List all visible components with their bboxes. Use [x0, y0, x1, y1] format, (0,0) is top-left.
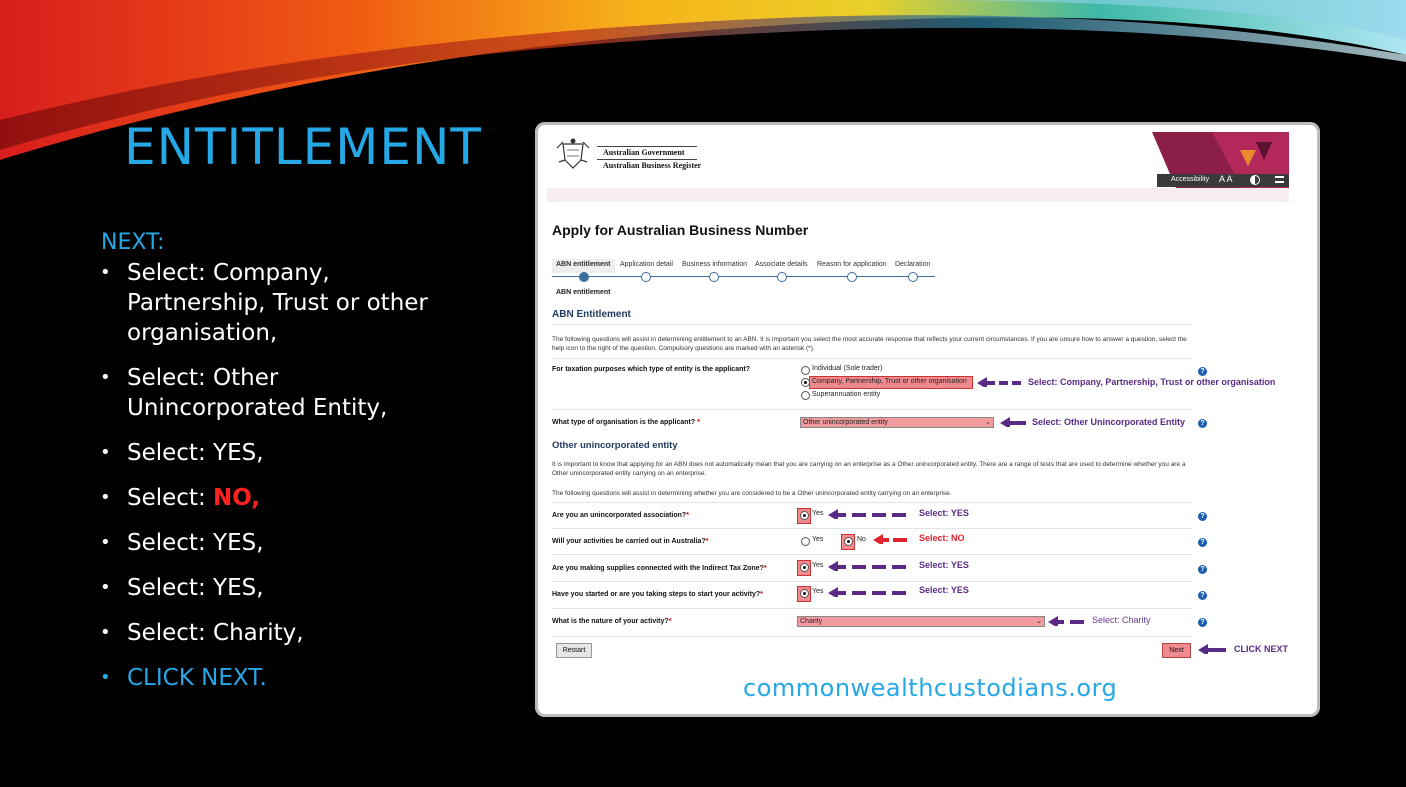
coat-of-arms-icon [555, 138, 591, 170]
site-header [547, 132, 1289, 202]
annotation-no: Select: NO [919, 533, 965, 543]
bullet-icon: • [100, 442, 111, 463]
question-indirect-tax: Are you making supplies connected with the Indirect Tax Zone?* [552, 565, 767, 572]
divider [552, 502, 1192, 503]
question-started: Have you started or are you taking steps to start your activity?* [552, 591, 763, 598]
divider [552, 528, 1192, 529]
started-yes-radio[interactable] [800, 589, 809, 598]
emphasis-no: NO, [213, 485, 261, 511]
chevron-down-icon: ⌄ [985, 419, 991, 426]
entity-radio-company[interactable] [801, 378, 810, 387]
bullet-icon: • [100, 577, 111, 598]
chevron-down-icon: ⌄ [1036, 618, 1042, 625]
restart-button[interactable]: Restart [556, 643, 592, 658]
entity-radio-individual[interactable] [801, 366, 810, 375]
instruction-item: • Select: Charity, [100, 620, 304, 646]
org-type-select[interactable]: Other unincorporated entity ⌄ [800, 417, 994, 428]
question-activity: What is the nature of your activity?* [552, 618, 672, 625]
stepper-track [552, 276, 935, 277]
step-marker-active [579, 272, 589, 282]
yes-label: Yes [812, 562, 824, 569]
australia-no-radio[interactable] [844, 537, 853, 546]
help-icon[interactable]: ? [1198, 538, 1207, 547]
entity-option-label: Company, Partnership, Trust or other organisation [812, 378, 967, 385]
question-australia: Will your activities be carried out in Australia?* [552, 538, 709, 545]
instruction-item: • Select: YES, [100, 575, 264, 601]
instruction-item: • Select: Company, Partnership, Trust or other organisation, [100, 260, 428, 346]
instruction-item: • Select: Other Unincorporated Entity, [100, 365, 388, 421]
divider [552, 608, 1192, 609]
subsection-title: Other unincorporated entity [552, 440, 678, 451]
contrast-icon[interactable] [1250, 175, 1260, 185]
instruction-item: • Select: YES, [100, 530, 264, 556]
step-marker [641, 272, 651, 282]
gov-name: Australian Government [603, 148, 685, 157]
divider [552, 581, 1192, 582]
activity-select[interactable]: Charity ⌄ [797, 616, 1045, 627]
abn-form-screenshot [535, 122, 1320, 717]
annotation-click-next: CLICK NEXT [1234, 644, 1288, 654]
arrow-icon [828, 509, 913, 519]
instruction-item: • Select: NO, [100, 485, 261, 511]
accessibility-link[interactable]: Accessibility [1171, 176, 1210, 183]
divider [552, 409, 1192, 410]
association-yes-radio[interactable] [800, 511, 809, 520]
annotation-charity: Select: Charity [1092, 615, 1151, 625]
divider [552, 554, 1192, 555]
divider [552, 358, 1192, 359]
help-icon[interactable]: ? [1198, 367, 1207, 376]
help-icon[interactable]: ? [1198, 512, 1207, 521]
divider [552, 636, 1192, 637]
bullet-icon: • [100, 532, 111, 553]
question-association: Are you an unincorporated association?* [552, 512, 689, 519]
arrow-icon [1048, 616, 1090, 626]
annotation-org-type: Select: Other Unincorporated Entity [1032, 417, 1186, 427]
annotation-yes: Select: YES [919, 585, 969, 595]
help-icon[interactable]: ? [1198, 565, 1207, 574]
step-reason-for-application[interactable]: Reason for application [817, 261, 887, 268]
subsection-intro: The following questions will assist in determining whether you are considered to be a Other unincorporated entity carrying on an enterprise. [552, 490, 952, 497]
divider [552, 324, 1192, 325]
step-marker [908, 272, 918, 282]
next-heading: NEXT: [101, 230, 165, 255]
instruction-list [100, 258, 430, 708]
help-icon[interactable]: ? [1198, 419, 1207, 428]
help-icon[interactable]: ? [1198, 591, 1207, 600]
step-application-detail[interactable]: Application detail [620, 261, 673, 268]
subsection-intro: It is important to know that applying for an ABN does not automatically mean that you are carrying on an enterprise as a Other unincorporated entity. There are a range of tests that are used to determine whether you are a Other unincorporated entity carrying on an enterprise. [552, 461, 1186, 477]
slide-title: ENTITLEMENT [124, 118, 482, 176]
header-strip [547, 188, 1289, 202]
arrow-icon [828, 561, 913, 571]
instruction-item: • Select: YES, [100, 440, 264, 466]
breadcrumb: ABN entitlement [556, 289, 611, 296]
entity-radio-super[interactable] [801, 391, 810, 400]
section-title: ABN Entitlement [552, 309, 631, 320]
instruction-item: • CLICK NEXT. [100, 665, 267, 691]
header-rule [597, 159, 697, 160]
next-button[interactable]: Next [1162, 643, 1191, 658]
page-title: Apply for Australian Business Number [552, 222, 809, 238]
step-declaration[interactable]: Declaration [895, 261, 931, 268]
yes-label: Yes [812, 510, 824, 517]
arrow-icon [977, 377, 1025, 387]
step-abn-entitlement[interactable]: ABN entitlement [556, 261, 611, 268]
entity-option-label: Individual (Sole trader) [812, 365, 883, 372]
annotation-yes: Select: YES [919, 560, 969, 570]
font-size-control[interactable]: A A [1219, 174, 1233, 184]
arrow-icon [828, 587, 913, 597]
step-marker [777, 272, 787, 282]
step-marker [709, 272, 719, 282]
arrow-icon [1000, 417, 1030, 427]
annotation-yes: Select: YES [919, 508, 969, 518]
arrow-icon [1198, 644, 1230, 654]
bullet-icon: • [100, 262, 111, 283]
intro-text: The following questions will assist in determining entitlement to an ABN. It is important you select the most accurate response that reflects your current circumstances. If you are unsure how to answer a question, select the help icon to the right of the question. Compulsory questions are marked with an asterisk (*). [552, 336, 1187, 352]
step-business-information[interactable]: Business information [682, 261, 747, 268]
header-rule [597, 146, 697, 147]
bullet-icon: • [100, 622, 111, 643]
bullet-icon: • [100, 367, 111, 388]
no-label: No [857, 536, 866, 543]
entity-question-label: For taxation purposes which type of entity is the applicant? [552, 366, 750, 373]
entity-option-label: Superannuation entity [812, 391, 881, 398]
arrow-icon [873, 534, 913, 544]
abr-name: Australian Business Register [603, 161, 702, 170]
annotation-company: Select: Company, Partnership, Trust or other organisation [1028, 377, 1276, 387]
bullet-icon: • [100, 487, 111, 508]
step-marker [847, 272, 857, 282]
watermark-url: commonwealthcustodians.org [743, 674, 1118, 702]
tax-zone-yes-radio[interactable] [800, 563, 809, 572]
menu-icon[interactable] [1275, 176, 1284, 183]
help-icon[interactable]: ? [1198, 618, 1207, 627]
yes-label: Yes [812, 536, 824, 543]
org-question-label: What type of organisation is the applicant? * [552, 419, 700, 426]
australia-yes-radio[interactable] [801, 537, 810, 546]
step-associate-details[interactable]: Associate details [755, 261, 808, 268]
yes-label: Yes [812, 588, 824, 595]
bullet-icon: • [100, 667, 111, 688]
